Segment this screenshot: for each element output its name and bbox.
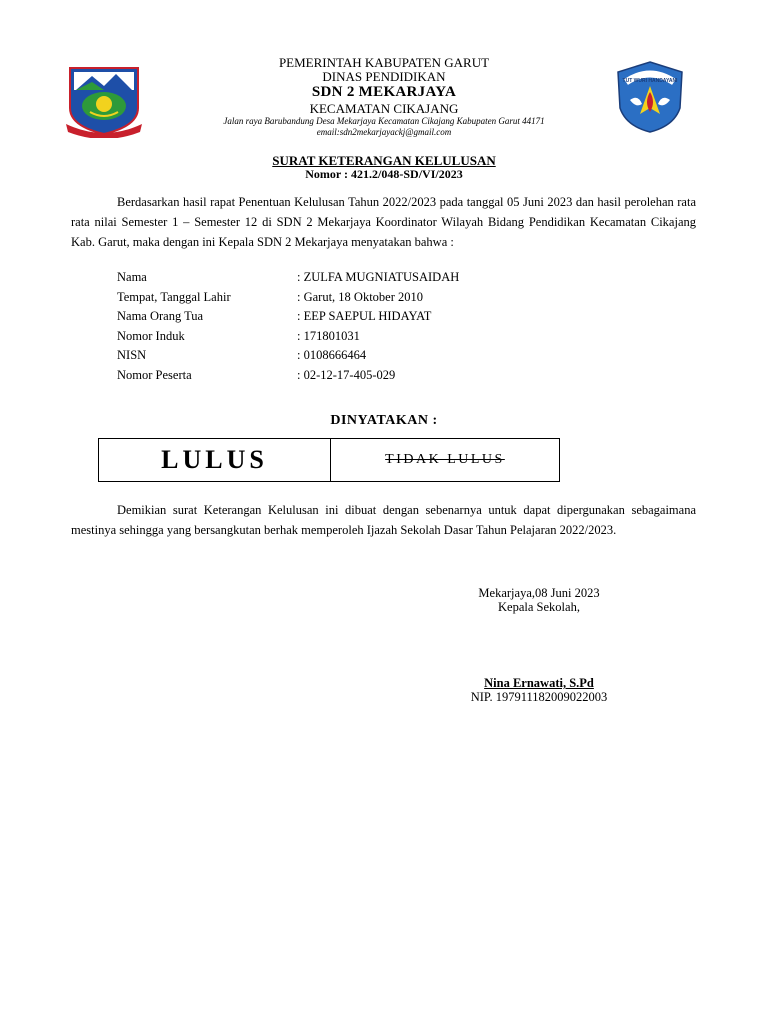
signature-header — [448, 586, 630, 614]
info-label: Nomor Peserta — [117, 367, 192, 382]
info-value: : 171801031 — [297, 328, 360, 343]
info-row — [117, 268, 459, 288]
info-label: Nama — [117, 270, 147, 284]
signer-position: Kepala Sekolah, — [498, 600, 580, 614]
motto-text: TUT WURI HANDAYANI — [622, 78, 678, 84]
district-line: KECAMATAN CIKAJANG — [309, 101, 459, 116]
signature-footer — [448, 676, 630, 704]
info-label: NISN — [117, 348, 147, 362]
closing-paragraph: Demikian surat Keterangan Kelulusan ini dibuat dengan sebenarnya untuk dapat dipergunakan sebagaimana mestinya sehingga yang bersangkutan berhak memperoleh Ijazah Sekolah Dasar Tahun Pelajaran 2022/2023. — [71, 503, 696, 537]
email-line: email:sdn2mekarjayackj@gmail.com — [316, 127, 452, 137]
declared-heading: DINYATAKAN : — [330, 413, 438, 428]
info-value: : EEP SAEPUL HIDAYAT — [297, 309, 432, 323]
result-pass: LULUS — [99, 439, 331, 481]
info-label: Nama Orang Tua — [117, 309, 204, 323]
place-date: Mekarjaya,08 Juni 2023 — [478, 586, 600, 600]
garut-regency-emblem-icon — [64, 64, 144, 138]
letter-heading: SURAT KETERANGAN KELULUSAN — [272, 153, 496, 168]
info-row — [117, 307, 459, 327]
info-row — [117, 366, 459, 386]
tut-wuri-handayani-icon — [612, 60, 688, 134]
student-info — [117, 268, 459, 385]
signer-name: Nina Ernawati, S.Pd — [484, 676, 594, 690]
document-title — [0, 154, 768, 181]
result-box — [98, 438, 560, 482]
info-row — [117, 288, 459, 308]
info-value: : ZULFA MUGNIATUSAIDAH — [297, 270, 460, 284]
info-value: : 0108666464 — [297, 348, 367, 362]
intro-paragraph: Berdasarkan hasil rapat Penentuan Kelulusan Tahun 2022/2023 pada tanggal 05 Juni 2023 dan hasil perolehan rata rata nilai Semester 1 – Semester 12 di SDN 2 Mekarjaya Koordinator Wilayah Bidang Pendidikan Kecamatan Cikajang Kab. Garut, maka dengan ini Kepala SDN 2 Mekarjaya menyatakan bahwa : — [71, 195, 696, 249]
info-label: Nomor Induk — [117, 328, 185, 343]
school-name: SDN 2 MEKARJAYA — [311, 84, 457, 100]
info-value: : 02-12-17-405-029 — [297, 367, 396, 382]
info-row — [117, 346, 459, 366]
letterhead — [180, 56, 588, 138]
signer-nip: NIP. 197911182009022003 — [470, 690, 608, 704]
letter-number: Nomor : 421.2/048-SD/VI/2023 — [305, 167, 463, 181]
info-value: : Garut, 18 Oktober 2010 — [297, 289, 424, 304]
government-line: PEMERINTAH KABUPATEN GARUT — [278, 55, 490, 70]
result-fail-struck: TIDAK LULUS — [385, 452, 505, 467]
info-row — [117, 327, 459, 347]
address-line: Jalan raya Barubandung Desa Mekarjaya Kecamatan Cikajang Kabupaten Garut 44171 — [223, 116, 545, 126]
department-line: DINAS PENDIDIKAN — [322, 69, 446, 84]
info-label: Tempat, Tanggal Lahir — [117, 289, 231, 304]
